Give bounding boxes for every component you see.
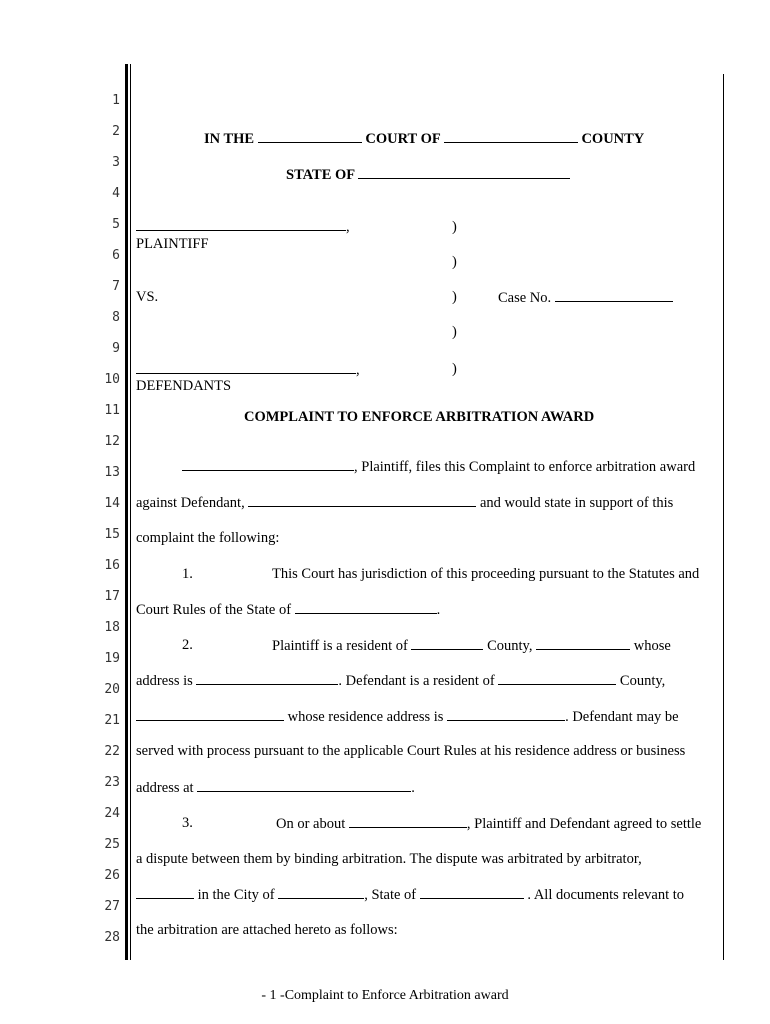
line-number: 19 bbox=[104, 651, 120, 666]
line-number: 23 bbox=[104, 775, 120, 790]
arbitration-state-blank[interactable] bbox=[420, 886, 524, 899]
line-number: 12 bbox=[104, 434, 120, 449]
arbitration-city-blank[interactable] bbox=[278, 886, 364, 899]
line-number: 24 bbox=[104, 806, 120, 821]
paragraph-2-line-3: whose residence address is . Defendant may be bbox=[136, 708, 679, 726]
plaintiff-label: PLAINTIFF bbox=[136, 236, 209, 252]
paragraph-3-line-2: a dispute between them by binding arbitration. The dispute was arbitrated by arbitrator, bbox=[136, 851, 642, 867]
plaintiff-name-blank[interactable] bbox=[136, 218, 346, 231]
state-heading bbox=[286, 166, 570, 184]
line-number: 18 bbox=[104, 620, 120, 635]
page-footer bbox=[0, 988, 770, 1004]
page-number: - 1 - bbox=[261, 988, 285, 1003]
caption-paren: ) bbox=[452, 219, 457, 235]
footer-label: Complaint to Enforce Arbitration award bbox=[284, 988, 509, 1003]
defendant-name-line: , bbox=[136, 361, 360, 379]
defendant-county-blank[interactable] bbox=[498, 672, 616, 685]
document-title: COMPLAINT TO ENFORCE ARBITRATION AWARD bbox=[244, 409, 595, 425]
court-heading bbox=[204, 130, 644, 148]
caption-paren: ) bbox=[452, 289, 457, 305]
line-number: 8 bbox=[112, 310, 120, 325]
caption-paren: ) bbox=[452, 361, 457, 377]
paragraph-2-line-4: served with process pursuant to the applicable Court Rules at his residence address or business bbox=[136, 743, 686, 759]
intro-line-2: against Defendant, and would state in support of this bbox=[136, 495, 674, 511]
line-number: 10 bbox=[104, 372, 120, 387]
line-number: 7 bbox=[112, 279, 120, 294]
paragraph-2-line-2: address is . Defendant is a resident of County, bbox=[136, 673, 666, 689]
paragraph-1-number: 1. bbox=[182, 566, 193, 582]
line-number: 11 bbox=[104, 403, 120, 418]
paragraph-2-number: 2. bbox=[182, 637, 193, 653]
paragraph-2-line-5: address at . bbox=[136, 780, 415, 796]
paragraph-3-line-3: in the City of , State of . All documents relevant to bbox=[136, 886, 684, 904]
state-jurisdiction-blank[interactable] bbox=[295, 601, 437, 614]
business-address-blank[interactable] bbox=[197, 779, 411, 792]
defendant-prefix-blank[interactable] bbox=[136, 708, 284, 721]
intro-line-3: complaint the following: bbox=[136, 530, 280, 546]
case-number-line bbox=[498, 289, 673, 307]
right-margin-rule bbox=[723, 74, 724, 960]
state-of-label: STATE OF bbox=[286, 167, 355, 183]
line-number: 22 bbox=[104, 744, 120, 759]
county-name-blank[interactable] bbox=[444, 130, 578, 143]
plaintiff-intro-blank[interactable] bbox=[182, 458, 354, 471]
line-number: 1 bbox=[112, 93, 120, 108]
plaintiff-county-blank[interactable] bbox=[411, 637, 483, 650]
line-number: 28 bbox=[104, 930, 120, 945]
line-number: 14 bbox=[104, 496, 120, 511]
plaintiff-address-blank[interactable] bbox=[196, 672, 338, 685]
paragraph-3-number: 3. bbox=[182, 815, 193, 831]
line-number: 13 bbox=[104, 465, 120, 480]
agreement-date-blank[interactable] bbox=[349, 815, 467, 828]
line-number: 17 bbox=[104, 589, 120, 604]
state-name-blank[interactable] bbox=[358, 166, 570, 179]
line-number: 20 bbox=[104, 682, 120, 697]
line-number: 27 bbox=[104, 899, 120, 914]
caption-paren: ) bbox=[452, 324, 457, 340]
line-number: 2 bbox=[112, 124, 120, 139]
line-number: 6 bbox=[112, 248, 120, 263]
caption-paren: ) bbox=[452, 254, 457, 270]
defendant-intro-blank[interactable] bbox=[248, 494, 476, 507]
line-number: 9 bbox=[112, 341, 120, 356]
left-margin-rule bbox=[125, 64, 128, 960]
arbitrator-name-blank[interactable] bbox=[136, 886, 194, 899]
paragraph-3-line-4: the arbitration are attached hereto as follows: bbox=[136, 922, 398, 938]
line-number: 25 bbox=[104, 837, 120, 852]
line-number: 4 bbox=[112, 186, 120, 201]
paragraph-1-line-1: This Court has jurisdiction of this proceeding pursuant to the Statutes and bbox=[272, 566, 700, 582]
defendants-label: DEFENDANTS bbox=[136, 378, 232, 394]
left-margin-rule-inner bbox=[130, 64, 131, 960]
case-number-label: Case No. bbox=[498, 290, 552, 306]
paragraph-2-line-1: Plaintiff is a resident of County, whose bbox=[272, 638, 671, 654]
line-number: 15 bbox=[104, 527, 120, 542]
plaintiff-whose-blank[interactable] bbox=[536, 637, 630, 650]
case-number-blank[interactable] bbox=[555, 289, 673, 302]
line-number: 5 bbox=[112, 217, 120, 232]
defendant-name-blank[interactable] bbox=[136, 361, 356, 374]
line-number: 16 bbox=[104, 558, 120, 573]
court-name-blank[interactable] bbox=[258, 130, 362, 143]
defendant-address-blank[interactable] bbox=[447, 708, 565, 721]
court-of-label: COURT OF bbox=[365, 131, 441, 147]
paragraph-1-line-2: Court Rules of the State of . bbox=[136, 602, 441, 618]
paragraph-3-line-1: On or about , Plaintiff and Defendant agreed to settle bbox=[276, 816, 702, 832]
plaintiff-name-line: , bbox=[136, 218, 350, 236]
intro-line-1: , Plaintiff, files this Complaint to enforce arbitration award bbox=[182, 458, 695, 476]
line-number: 26 bbox=[104, 868, 120, 883]
vs-label: VS. bbox=[136, 289, 159, 305]
court-in-the-label: IN THE bbox=[204, 131, 255, 147]
line-number: 21 bbox=[104, 713, 120, 728]
line-number: 3 bbox=[112, 155, 120, 170]
county-label: COUNTY bbox=[581, 131, 645, 147]
